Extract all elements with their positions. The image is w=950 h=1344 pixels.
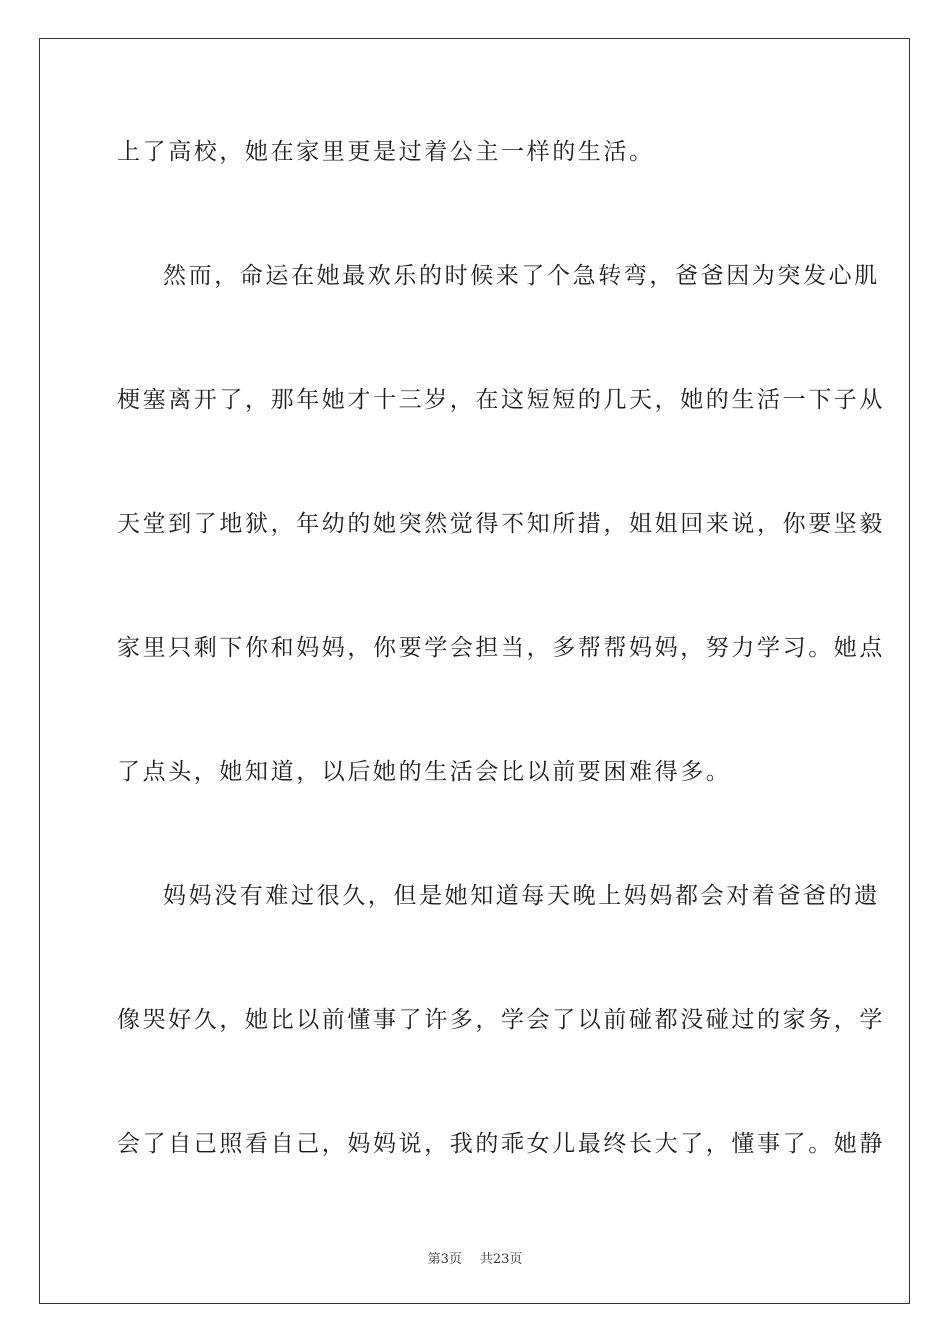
page-footer xyxy=(0,1248,950,1267)
text-line-5: 家里只剩下你和妈妈，你要学会担当，多帮帮妈妈，努力学习。她点 xyxy=(117,635,885,661)
page-number: 第3页 xyxy=(427,1252,462,1267)
text-line-4: 天堂到了地狱，年幼的她突然觉得不知所措，姐姐回来说，你要坚毅 xyxy=(117,511,885,537)
text-line-1: 上了高校，她在家里更是过着公主一样的生活。 xyxy=(117,139,655,165)
page-border xyxy=(39,38,910,1304)
text-line-6: 了点头，她知道，以后她的生活会比以前要困难得多。 xyxy=(117,759,732,785)
total-pages: 共23页 xyxy=(479,1252,523,1267)
text-line-7: 妈妈没有难过很久，但是她知道每天晚上妈妈都会对着爸爸的遗 xyxy=(163,883,880,909)
text-line-2: 然而，命运在她最欢乐的时候来了个急转弯，爸爸因为突发心肌 xyxy=(163,263,880,289)
text-line-8: 像哭好久，她比以前懂事了许多，学会了以前碰都没碰过的家务，学 xyxy=(117,1007,885,1033)
text-line-3: 梗塞离开了，那年她才十三岁，在这短短的几天，她的生活一下子从 xyxy=(117,387,885,413)
text-line-9: 会了自己照看自己，妈妈说，我的乖女儿最终长大了，懂事了。她静 xyxy=(117,1131,885,1157)
